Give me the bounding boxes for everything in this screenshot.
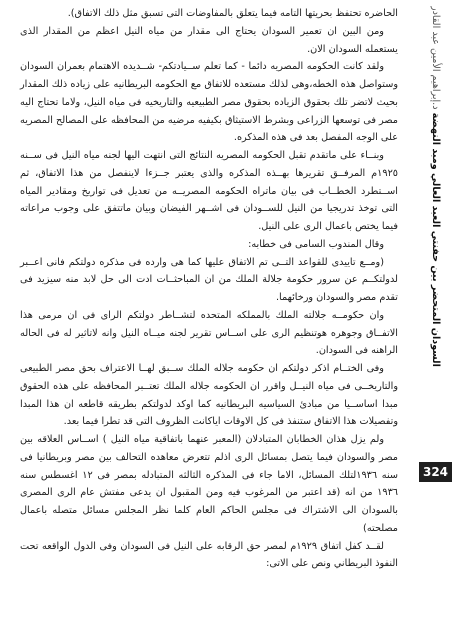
paragraph: ولقد كانت الحكومه المصريه دائما - كما تعلم ســيادتكم- شــديده الاهتمام بعمران السودان وستواصل هذه الخطه،وهى لذلك مستعده للاتفاق مع الحكومه البريطانيه على زياده ذلك المقدار بحيث لاتضر تلك بحقوق الزياده بحقوق مصر الطبيعيه والتاريخيه فى مياه النيل، ولاما تحتاج اليه مصر فى توسعها الزراعى وبشرط الاستيثاق بكيفيه مرضيه من المحافظه على المصالح المصريه على الوجه المفصل بعد فى هذه المذكره.: [20, 61, 398, 144]
quote-paragraph: وفى الختــام اذكر دولتكم ان حكومه جلاله الملك ســبق لهــا الاعتراف بحق مصر الطبيعى والتاريخــى فى مياه النيــل واقرر ان الحكومه جلاله الملك تعتــبر المحافظه على هذه الحقوق مبدا اساســيا من مبادئ السياسيه البريطانيه كما اوكد لدولتكم بطريقه قاطعه ان هذا المبدا وتفصيلات هذا الاتفاق ستنفذ فى كل الاوقات اياكانت الظروف التى قد تطرا فيما بعد.: [20, 363, 398, 428]
paragraph: لقــد كفل اتفاق ١٩٢٩م لمصر حق الرقابه على النيل فى السودان وفى الدول الواقعه تحت النفوذ البريطاني ونص على الاتى:: [20, 540, 398, 570]
paragraph: ومن البين ان تعمير السودان يحتاج الى مقدار من مياه النيل اعظم من المقدار الذى يستعمله السودان الان.: [20, 25, 398, 55]
paragraph: ولم يزل هذان الخطابان المتبادلان (المعبر عنهما باتفاقية مياه النيل ) اســاس العلاقه بين مصر والسودان فيما يتصل بمسائل الرى اذلم تتعرض معاهده التحالف بين مصر وبريطانيا فى سنه ١٩٣٦لتلك المسائل، الاما جاء فى المذكره الثالثه المتبادله بمصر فى ١٢ اغسطس سنه ١٩٣٦ من انه (قد اعتبر من المرغوب فيه ومن المقبول ان يدعى مفتش عام الرى المصرى بالسودان الى الاشتراك فى مجلس الحاكم العام كلما نظر المجلس مسائل متصله باعمال مصلحته): [20, 434, 398, 534]
running-title: [425, 6, 445, 458]
quote-paragraph: (ومــع تاييدى للقواعد التــى تم الاتفاق عليها كما هى وارده فى مذكره دولتكم فانى اعــبر لدولتكــم عن سرور حكومة جلالة الملك من ان المباحثــات ادت الى حل لابد منه سيزيد فى تقدم مصر والسودان ورخائهما.: [20, 256, 398, 303]
sidebar: [419, 0, 453, 640]
paragraph: وقال المندوب السامى فى خطابه:: [248, 238, 384, 250]
paragraph: الحاضره تحتفظ بحريتها التامه فيما يتعلق بالمفاوضات التى تسبق مثل ذلك الاتفاق).: [67, 8, 398, 19]
body-text: [20, 5, 398, 573]
running-title-text: السودان المتحضر بين حفنتي العبد العالي ومبد النهضة: [430, 112, 441, 367]
quote-paragraph: وان حكومــه جلالته الملك بالمملكه المتحده لتشــاطر دولتكم الراى فى ان مرمى هذا الاتفــاق وجوهره هوتنظيم الرى على اســاس تقرير لجنه ميــاه النيل وانه لاتاثير له فى الحاله الراهنه فى السودان.: [20, 309, 398, 357]
paragraph: وبنــاء على ماتقدم تقبل الحكومه المصريه النتائج التى انتهت اليها لجنه مياه النيل فى ســنه ١٩٢٥م المرفــق تقريرها بهــذه المذكره والذى يعتبر جــزءا لاينفصل من هذا الاتفاق، ثم اســتطرد الخطــاب فى بيان ماتراه الحكومه المصريــه من تعديل فى تواريخ ومقادير المياه التى توخذ تدريجيا من النيل للســودان فى اشــهر الفيضان وبيان ماتتفق على وجوب مراعاته فيما يختص باعمال الرى على النيل.: [20, 150, 398, 232]
page-number: 324: [419, 462, 452, 482]
author-name: د.إبراهيم الأمين عبد القادر: [430, 6, 441, 110]
